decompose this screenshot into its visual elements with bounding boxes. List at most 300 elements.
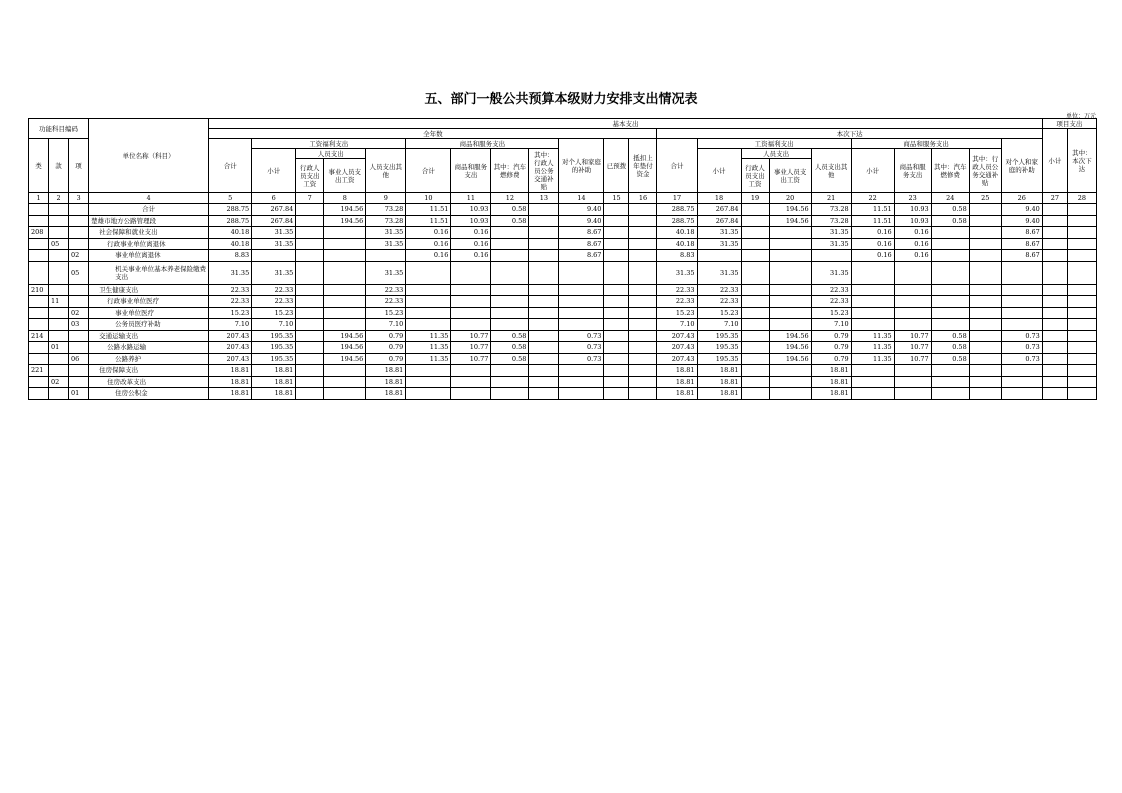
value-cell xyxy=(604,238,629,250)
value-cell xyxy=(451,319,491,331)
r-inst-wage-header: 事业人员支出工资 xyxy=(769,159,811,193)
func-code-header: 功能科目编码 xyxy=(29,119,89,139)
value-cell: 18.81 xyxy=(209,388,252,400)
value-cell xyxy=(1001,376,1042,388)
table-row xyxy=(29,261,1097,284)
value-cell xyxy=(296,215,324,227)
value-cell: 18.81 xyxy=(697,388,741,400)
value-cell: 7.10 xyxy=(252,319,296,331)
value-cell: 11.51 xyxy=(851,204,894,216)
column-number: 21 xyxy=(811,193,851,204)
value-cell xyxy=(559,296,604,308)
value-cell xyxy=(406,261,451,284)
wage-header: 工资福利支出 xyxy=(252,139,406,149)
value-cell xyxy=(629,342,657,354)
unit-name-cell: 事业单位离退休 xyxy=(89,250,209,262)
xiang-cell xyxy=(69,296,89,308)
value-cell xyxy=(406,365,451,377)
value-cell: 0.16 xyxy=(851,250,894,262)
value-cell xyxy=(491,319,529,331)
column-number-row xyxy=(29,193,1097,204)
r-family-header: 对个人和家庭的补助 xyxy=(1001,139,1042,193)
value-cell xyxy=(1067,388,1096,400)
value-cell: 73.28 xyxy=(366,204,406,216)
xiang-header: 项 xyxy=(69,139,89,193)
value-cell xyxy=(851,296,894,308)
value-cell xyxy=(324,227,366,239)
value-cell xyxy=(491,376,529,388)
value-cell: 0.79 xyxy=(366,342,406,354)
value-cell xyxy=(491,296,529,308)
vehicle-header: 其中：汽车燃修费 xyxy=(491,149,529,193)
value-cell xyxy=(1001,319,1042,331)
value-cell xyxy=(1067,227,1096,239)
lei-cell xyxy=(29,376,49,388)
value-cell xyxy=(851,388,894,400)
value-cell: 10.77 xyxy=(451,330,491,342)
unit-name-cell: 卫生健康支出 xyxy=(89,284,209,296)
value-cell xyxy=(529,204,559,216)
value-cell: 18.81 xyxy=(811,388,851,400)
value-cell: 22.33 xyxy=(252,284,296,296)
value-cell xyxy=(769,227,811,239)
xiang-cell xyxy=(69,342,89,354)
value-cell xyxy=(741,296,769,308)
unit-name-cell: 公路养护 xyxy=(89,353,209,365)
value-cell xyxy=(324,365,366,377)
value-cell xyxy=(604,388,629,400)
value-cell xyxy=(1001,365,1042,377)
lei-header: 类 xyxy=(29,139,49,193)
value-cell xyxy=(741,284,769,296)
value-cell: 18.81 xyxy=(209,376,252,388)
value-cell xyxy=(324,238,366,250)
r-goods-header: 商品和服务支出 xyxy=(851,139,1001,149)
value-cell xyxy=(851,307,894,319)
value-cell xyxy=(1067,353,1096,365)
unit-name-cell: 公务员医疗补助 xyxy=(89,319,209,331)
value-cell xyxy=(741,215,769,227)
kuan-cell xyxy=(49,250,69,262)
lei-cell xyxy=(29,204,49,216)
value-cell xyxy=(296,376,324,388)
value-cell: 0.16 xyxy=(451,238,491,250)
value-cell xyxy=(451,376,491,388)
value-cell xyxy=(741,330,769,342)
value-cell xyxy=(1067,215,1096,227)
unit-name-cell: 公路水路运输 xyxy=(89,342,209,354)
column-number: 19 xyxy=(741,193,769,204)
value-cell: 267.84 xyxy=(697,204,741,216)
value-cell: 0.16 xyxy=(406,227,451,239)
value-cell xyxy=(604,353,629,365)
value-cell xyxy=(1067,261,1096,284)
value-cell xyxy=(969,342,1001,354)
value-cell: 267.84 xyxy=(697,215,741,227)
r-goods-services-header: 商品和服务支出 xyxy=(894,149,931,193)
value-cell: 18.81 xyxy=(697,376,741,388)
personnel-header: 人员支出 xyxy=(296,149,366,159)
value-cell xyxy=(529,238,559,250)
xiang-cell: 03 xyxy=(69,319,89,331)
table-row xyxy=(29,307,1097,319)
value-cell xyxy=(324,284,366,296)
value-cell xyxy=(1042,250,1067,262)
value-cell xyxy=(1042,330,1067,342)
value-cell xyxy=(931,250,969,262)
value-cell xyxy=(629,319,657,331)
value-cell xyxy=(1067,307,1096,319)
value-cell xyxy=(296,250,324,262)
value-cell xyxy=(969,296,1001,308)
value-cell: 18.81 xyxy=(366,376,406,388)
value-cell: 22.33 xyxy=(209,284,252,296)
value-cell: 73.28 xyxy=(366,215,406,227)
value-cell xyxy=(931,376,969,388)
value-cell: 10.77 xyxy=(451,353,491,365)
value-cell: 0.58 xyxy=(931,204,969,216)
value-cell: 0.16 xyxy=(451,227,491,239)
value-cell: 207.43 xyxy=(657,353,697,365)
value-cell xyxy=(406,284,451,296)
value-cell: 15.23 xyxy=(697,307,741,319)
value-cell: 7.10 xyxy=(657,319,697,331)
value-cell xyxy=(604,296,629,308)
column-number: 20 xyxy=(769,193,811,204)
value-cell: 0.73 xyxy=(1001,330,1042,342)
project-subtotal-header: 小计 xyxy=(1042,129,1067,193)
value-cell: 18.81 xyxy=(811,376,851,388)
value-cell: 10.93 xyxy=(894,215,931,227)
unit-name-cell: 机关事业单位基本养老保险缴费支出 xyxy=(89,261,209,284)
value-cell xyxy=(529,353,559,365)
value-cell xyxy=(741,342,769,354)
value-cell: 11.51 xyxy=(406,204,451,216)
lei-cell xyxy=(29,319,49,331)
total-header: 合计 xyxy=(209,139,252,193)
column-number: 25 xyxy=(969,193,1001,204)
value-cell xyxy=(769,365,811,377)
value-cell: 0.58 xyxy=(491,204,529,216)
value-cell xyxy=(629,250,657,262)
value-cell xyxy=(1067,319,1096,331)
value-cell xyxy=(296,319,324,331)
goods-header: 商品和服务支出 xyxy=(406,139,559,149)
column-number: 3 xyxy=(69,193,89,204)
column-number: 26 xyxy=(1001,193,1042,204)
value-cell xyxy=(559,284,604,296)
value-cell: 31.35 xyxy=(811,238,851,250)
value-cell: 8.67 xyxy=(559,250,604,262)
value-cell xyxy=(451,296,491,308)
budget-table xyxy=(28,118,1097,400)
value-cell: 11.35 xyxy=(406,342,451,354)
table-row xyxy=(29,204,1097,216)
value-cell: 10.77 xyxy=(894,342,931,354)
value-cell xyxy=(491,284,529,296)
value-cell xyxy=(1042,296,1067,308)
value-cell xyxy=(769,376,811,388)
value-cell: 31.35 xyxy=(697,238,741,250)
value-cell xyxy=(1042,376,1067,388)
column-number: 16 xyxy=(629,193,657,204)
table-row xyxy=(29,296,1097,308)
value-cell xyxy=(529,250,559,262)
value-cell xyxy=(296,388,324,400)
value-cell xyxy=(969,330,1001,342)
value-cell: 8.67 xyxy=(1001,250,1042,262)
value-cell: 0.73 xyxy=(559,353,604,365)
value-cell xyxy=(1042,284,1067,296)
value-cell: 31.35 xyxy=(657,261,697,284)
value-cell xyxy=(969,376,1001,388)
value-cell xyxy=(1042,319,1067,331)
value-cell: 0.79 xyxy=(811,342,851,354)
table-row xyxy=(29,353,1097,365)
unit-name-cell: 交通运输支出 xyxy=(89,330,209,342)
value-cell xyxy=(1067,296,1096,308)
column-number: 10 xyxy=(406,193,451,204)
value-cell xyxy=(491,238,529,250)
value-cell xyxy=(559,365,604,377)
r-wage-header: 工资福利支出 xyxy=(697,139,851,149)
value-cell xyxy=(1042,215,1067,227)
column-number: 23 xyxy=(894,193,931,204)
lei-cell xyxy=(29,250,49,262)
value-cell: 0.16 xyxy=(894,227,931,239)
value-cell xyxy=(769,307,811,319)
value-cell xyxy=(1001,261,1042,284)
value-cell: 7.10 xyxy=(811,319,851,331)
value-cell xyxy=(741,227,769,239)
value-cell xyxy=(969,388,1001,400)
value-cell xyxy=(1042,238,1067,250)
value-cell xyxy=(451,365,491,377)
value-cell xyxy=(451,307,491,319)
value-cell xyxy=(629,204,657,216)
value-cell: 18.81 xyxy=(366,365,406,377)
value-cell xyxy=(629,296,657,308)
column-number: 24 xyxy=(931,193,969,204)
value-cell xyxy=(851,284,894,296)
value-cell xyxy=(529,307,559,319)
value-cell: 22.33 xyxy=(697,284,741,296)
value-cell xyxy=(296,307,324,319)
family-header: 对个人和家庭的补助 xyxy=(559,139,604,193)
value-cell xyxy=(559,319,604,331)
value-cell: 11.35 xyxy=(406,353,451,365)
value-cell: 22.33 xyxy=(811,296,851,308)
value-cell xyxy=(629,388,657,400)
value-cell xyxy=(769,284,811,296)
value-cell: 11.35 xyxy=(406,330,451,342)
unit-name-cell: 行政事业单位离退休 xyxy=(89,238,209,250)
kuan-cell xyxy=(49,319,69,331)
value-cell xyxy=(629,215,657,227)
value-cell xyxy=(931,365,969,377)
value-cell: 31.35 xyxy=(252,238,296,250)
xiang-cell: 02 xyxy=(69,307,89,319)
kuan-cell xyxy=(49,353,69,365)
value-cell xyxy=(629,307,657,319)
value-cell xyxy=(529,284,559,296)
r-total-header: 合计 xyxy=(657,139,697,193)
value-cell: 15.23 xyxy=(657,307,697,319)
value-cell xyxy=(894,319,931,331)
value-cell xyxy=(1067,330,1096,342)
value-cell xyxy=(324,376,366,388)
value-cell xyxy=(529,319,559,331)
value-cell: 0.58 xyxy=(491,330,529,342)
value-cell xyxy=(406,388,451,400)
value-cell: 10.93 xyxy=(894,204,931,216)
value-cell xyxy=(1042,307,1067,319)
lei-cell xyxy=(29,296,49,308)
value-cell: 7.10 xyxy=(366,319,406,331)
kuan-cell xyxy=(49,365,69,377)
value-cell: 10.77 xyxy=(451,342,491,354)
value-cell xyxy=(406,319,451,331)
value-cell: 288.75 xyxy=(657,204,697,216)
value-cell: 18.81 xyxy=(252,365,296,377)
r-vehicle-header: 其中：汽车燃修费 xyxy=(931,149,969,193)
value-cell xyxy=(894,261,931,284)
column-number: 27 xyxy=(1042,193,1067,204)
lei-cell xyxy=(29,215,49,227)
lei-cell xyxy=(29,388,49,400)
value-cell xyxy=(1042,388,1067,400)
value-cell: 0.16 xyxy=(406,250,451,262)
table-row xyxy=(29,215,1097,227)
value-cell xyxy=(1067,376,1096,388)
value-cell: 15.23 xyxy=(366,307,406,319)
unit-name-header: 单位名称（科目） xyxy=(89,119,209,193)
value-cell xyxy=(1042,365,1067,377)
xiang-cell: 05 xyxy=(69,261,89,284)
value-cell xyxy=(604,284,629,296)
kuan-cell xyxy=(49,388,69,400)
value-cell xyxy=(296,261,324,284)
lei-cell xyxy=(29,261,49,284)
value-cell xyxy=(851,376,894,388)
value-cell: 0.16 xyxy=(851,227,894,239)
kuan-cell xyxy=(49,307,69,319)
value-cell: 195.35 xyxy=(252,330,296,342)
value-cell: 0.79 xyxy=(811,353,851,365)
value-cell: 22.33 xyxy=(366,296,406,308)
value-cell xyxy=(296,342,324,354)
value-cell xyxy=(604,204,629,216)
value-cell xyxy=(629,284,657,296)
value-cell: 288.75 xyxy=(657,215,697,227)
value-cell: 31.35 xyxy=(252,261,296,284)
value-cell: 195.35 xyxy=(697,353,741,365)
value-cell: 11.35 xyxy=(851,330,894,342)
column-number: 17 xyxy=(657,193,697,204)
goods-subtotal-header: 合计 xyxy=(406,149,451,193)
value-cell xyxy=(1001,284,1042,296)
value-cell: 194.56 xyxy=(769,204,811,216)
kuan-cell: 02 xyxy=(49,376,69,388)
value-cell: 8.83 xyxy=(209,250,252,262)
value-cell: 9.40 xyxy=(559,215,604,227)
value-cell: 0.16 xyxy=(894,238,931,250)
other-personnel-header: 人员支出其他 xyxy=(366,149,406,193)
value-cell xyxy=(629,238,657,250)
kuan-cell: 05 xyxy=(49,238,69,250)
value-cell: 31.35 xyxy=(697,227,741,239)
value-cell xyxy=(451,388,491,400)
table-row xyxy=(29,365,1097,377)
value-cell xyxy=(811,250,851,262)
column-number: 28 xyxy=(1067,193,1096,204)
value-cell xyxy=(324,250,366,262)
value-cell: 9.40 xyxy=(1001,204,1042,216)
value-cell xyxy=(604,261,629,284)
r-traffic-header: 其中：行政人员公务交通补贴 xyxy=(969,149,1001,193)
value-cell: 10.93 xyxy=(451,215,491,227)
value-cell: 0.16 xyxy=(451,250,491,262)
value-cell: 194.56 xyxy=(324,204,366,216)
value-cell xyxy=(1042,204,1067,216)
value-cell xyxy=(491,388,529,400)
value-cell: 207.43 xyxy=(209,353,252,365)
value-cell xyxy=(697,250,741,262)
value-cell xyxy=(969,204,1001,216)
value-cell xyxy=(969,353,1001,365)
project-this-time-header: 其中：本次下达 xyxy=(1067,129,1096,193)
value-cell: 40.18 xyxy=(657,227,697,239)
value-cell: 9.40 xyxy=(559,204,604,216)
value-cell: 7.10 xyxy=(697,319,741,331)
value-cell xyxy=(1067,342,1096,354)
value-cell xyxy=(296,330,324,342)
value-cell: 194.56 xyxy=(324,215,366,227)
value-cell: 8.67 xyxy=(1001,238,1042,250)
kuan-cell xyxy=(49,215,69,227)
value-cell: 22.33 xyxy=(657,284,697,296)
value-cell: 73.28 xyxy=(811,215,851,227)
value-cell xyxy=(741,376,769,388)
lei-cell: 210 xyxy=(29,284,49,296)
value-cell xyxy=(894,307,931,319)
value-cell xyxy=(629,330,657,342)
value-cell: 195.35 xyxy=(697,342,741,354)
value-cell xyxy=(559,261,604,284)
value-cell: 194.56 xyxy=(324,342,366,354)
page-title: 五、部门一般公共预算本级财力安排支出情况表 xyxy=(424,92,698,107)
value-cell: 18.81 xyxy=(657,376,697,388)
value-cell xyxy=(969,227,1001,239)
value-cell xyxy=(931,284,969,296)
value-cell xyxy=(931,227,969,239)
value-cell xyxy=(529,227,559,239)
value-cell xyxy=(894,296,931,308)
column-number: 18 xyxy=(697,193,741,204)
value-cell xyxy=(894,376,931,388)
value-cell: 18.81 xyxy=(252,376,296,388)
value-cell xyxy=(324,261,366,284)
value-cell xyxy=(529,365,559,377)
value-cell: 22.33 xyxy=(366,284,406,296)
value-cell xyxy=(894,388,931,400)
value-cell xyxy=(529,296,559,308)
unit-label: 单位：万元 xyxy=(1065,113,1096,120)
inst-wage-header: 事业人员支出工资 xyxy=(324,159,366,193)
value-cell xyxy=(406,296,451,308)
xiang-cell: 06 xyxy=(69,353,89,365)
value-cell xyxy=(529,330,559,342)
